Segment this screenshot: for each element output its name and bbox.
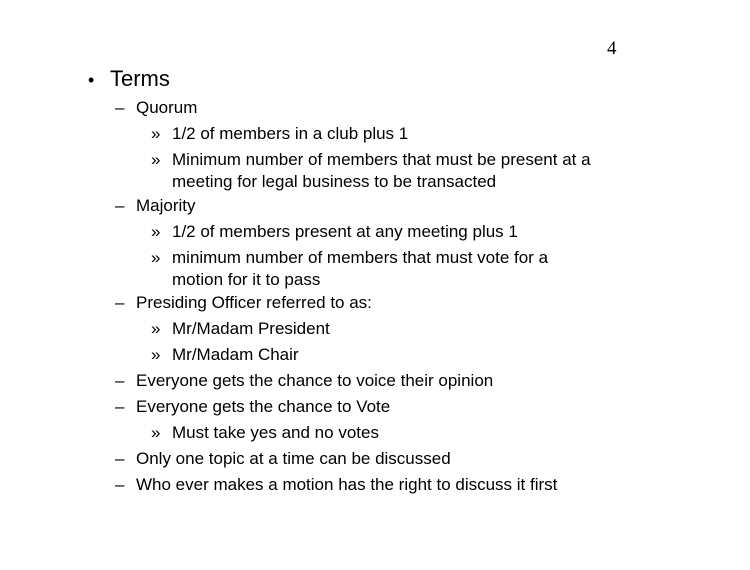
chevron-marker-icon: » [151,222,161,241]
chevron-marker-icon: » [151,124,161,143]
dash-marker-icon: – [115,293,125,312]
title-bullet-icon: • [88,70,95,90]
dash-marker-icon: – [115,196,125,215]
list-subitem-text-line1: Minimum number of members that must be present at a [172,150,591,169]
list-item-text: Presiding Officer referred to as: [136,293,372,312]
dash-marker-icon: – [115,475,125,494]
list-item-text: Everyone gets the chance to voice their opinion [136,371,494,390]
list-subitem-text-line2: motion for it to pass [172,270,321,289]
list-subitem-text-line1: minimum number of members that must vote for a [172,248,549,267]
list-subitem-text: Mr/Madam President [172,319,330,338]
dash-marker-icon: – [115,449,125,468]
chevron-marker-icon: » [151,423,161,442]
chevron-marker-icon: » [151,150,161,169]
chevron-marker-icon: » [151,319,161,338]
list-subitem-text: 1/2 of members in a club plus 1 [172,124,409,143]
slide-title [88,66,170,93]
list-item-text: Quorum [136,98,198,117]
list-item-text: Majority [136,196,196,215]
list-item-text: Everyone gets the chance to Vote [136,397,391,416]
list-subitem-text: Mr/Madam Chair [172,345,299,364]
page-number: 4 [607,38,617,59]
dash-marker-icon: – [115,371,125,390]
dash-marker-icon: – [115,397,125,416]
dash-marker-icon: – [115,98,125,117]
chevron-marker-icon: » [151,248,161,267]
list-subitem-text: 1/2 of members present at any meeting plus 1 [172,222,518,241]
list-subitem-text-line2: meeting for legal business to be transacted [172,172,497,191]
list-item-text: Only one topic at a time can be discussed [136,449,451,468]
list-item-text: Who ever makes a motion has the right to discuss it first [136,475,558,494]
list-subitem-text: Must take yes and no votes [172,423,379,442]
chevron-marker-icon: » [151,345,161,364]
title-text: Terms [110,66,170,91]
